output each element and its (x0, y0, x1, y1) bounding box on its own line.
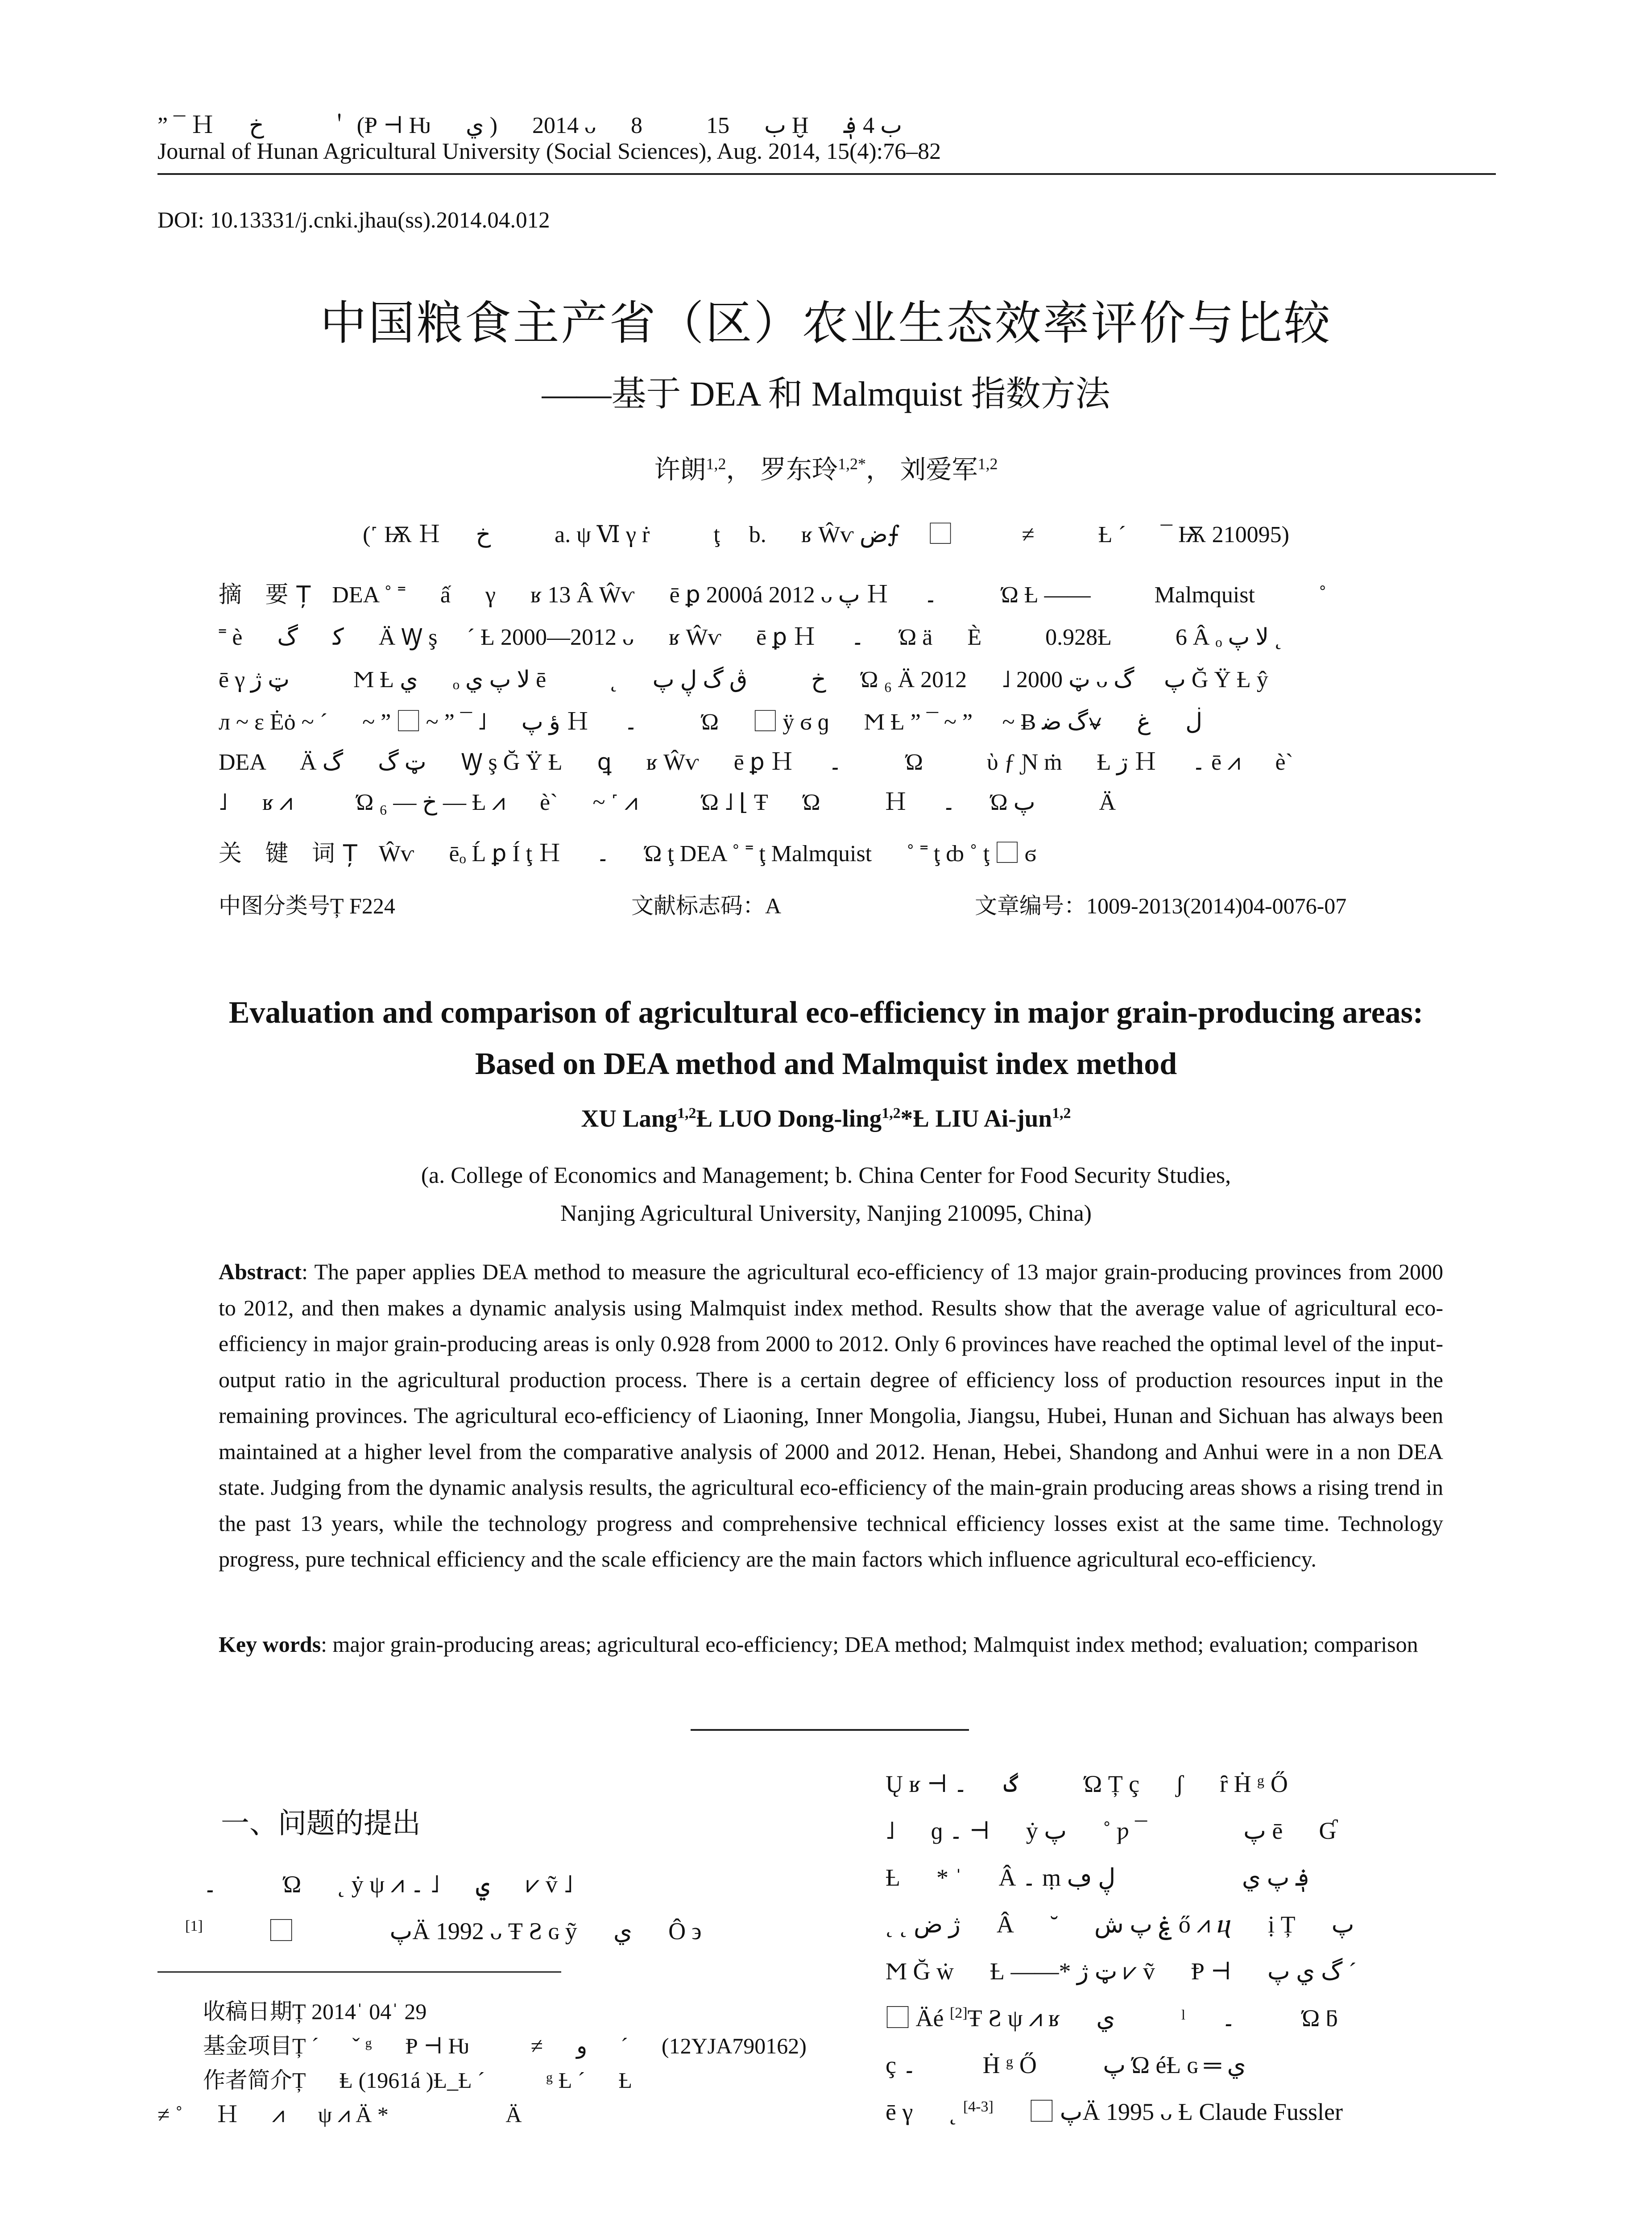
abstract-en (219, 1254, 1443, 1577)
author-sep: Ƚ (696, 1105, 713, 1132)
abstract-cn-line: ˩ ʁ ⩘ Ώ ₆ — خ — Ƚ ⩘ è` ~ ˹ ⩘ Ώ ˩ ⌊ Ŧ Ώ Ｈ ۔ Ώ پ Ä (219, 790, 1116, 815)
article-number: 文章编号：1009-2013(2014)04-0076-07 (975, 893, 1347, 918)
author-affil-sup: 1,2 (882, 1105, 901, 1122)
affiliation-en-line: (a. College of Economics and Management; b. China Center for Food Security Studies, (421, 1163, 1231, 1188)
footnote-fund: 基金项目Ț ˊ ˇ ᵍ Ᵽ ⊣ Ƕ ≠ و ˊ (12YJA790162) (203, 2033, 807, 2058)
title-en-line: Evaluation and comparison of agricultural eco-efficiency in major grain-producing areas: (228, 995, 1424, 1030)
document-code: 文献标志码：A (631, 893, 782, 918)
citation: [2] (949, 2005, 968, 2021)
body-text: Ä 1995 ᴗ Ƚ Claude Fussler (1082, 2098, 1343, 2125)
author-affil-sup: 1,2 (977, 455, 998, 473)
author-en: LUO Dong-ling (718, 1105, 882, 1132)
footnote-author: 作者简介Ț Ⱡ (1961á )Ƚ_Ƚ ˊ ᵍ Ƚ ˊ Ƚ (203, 2068, 633, 2093)
clc-number: 中图分类号Ț F224 (219, 893, 395, 918)
abstract-cn-line: л ~ ε Ėȯ ~ ˊ ~ ˮ ⃞ ~ ˮ ¯ ˩ ؤ پ Ｈ ۔ Ώ ⃞ ÿ ϭ ɡ Ϻ Ƚ ˮ ¯ ~ ˮ ⃞ ~ Ƀ گ ﺿ⍱ ڶ غ (219, 709, 1203, 735)
section-heading: 一、问题的提出 (221, 1807, 421, 1840)
abstract-cn-line: ˭ è ﮐ گ Ä Ꝡ ş ⃞ ˊ Ƚ 2000—2012 ᴗ ʁ Ŵѵ ē ꝑ Ｈ ۔ Ώ ä È 0.928Ƚ 6 Â ₒ ﻻ پ ˛ (219, 625, 1283, 650)
body-text-line (185, 1912, 701, 1946)
body-text-line: ˩ ɡ ۔ ⊣ ẏ پ ˚ ƿ ¯ پ ē Ɠ (886, 1817, 1337, 1844)
journal-header-cn: ” ¯ Ｈ خ ＇ (Ᵽ ⊣ Ƕ ي ) 2014 ᴗ 8 ب 15 Ḫ ب 4 ؋ (157, 113, 903, 138)
body-text: Ä 1992 ᴗ Ŧ Ƨ ɢ ỹ ي Ô ϶ (412, 1918, 702, 1945)
body-text-line: Ƚ * ˈ Â ۔ ṃ ؋ پ ي ڸ ڢ (886, 1864, 1310, 1891)
citation: [1] (185, 1918, 203, 1934)
body-text-line (886, 2093, 1343, 2127)
body-text-line: Ϻ Ğ ẇ Ƚ ——* ټ ژ ⩗ ṽ Ᵽ ⊣ گ ي پ ˊ (886, 1958, 1357, 1985)
citation: [3-4] (963, 2098, 994, 2115)
abstract-cn-text: DEA ˚ ˭ ấ γ ʁ 13 Â Ŵѵ ē ꝑ 2000á 2012 ᴗ پ Ｈ ۔ Ώ Ƚ —— Malmquist ˚ (332, 582, 1327, 608)
author-sep: ， (866, 454, 892, 485)
authors-cn (0, 448, 1652, 486)
author-affil-sup: 1,2* (838, 455, 866, 473)
author-cn: 许朗 (654, 454, 706, 485)
body-text: پ ⃞ (203, 1918, 413, 1945)
authors-en (0, 1104, 1652, 1132)
abstract-en-text: : The paper applies DEA method to measure the agricultural eco-efficiency of 13 major grain-producing provinces from 2000 to 2012, and then makes a dynamic analysis using Malmquist index method. Results show that the average value of agricultural eco-efficiency in major grain-producing areas is only 0.928 from 2000 to 2012. Only 6 provinces have reached the optimal level of the input-output ratio in the agricultural production process. There is a certain degree of efficiency loss of production resources input in the remaining provinces. The agricultural eco-efficiency of Liaoning, Inner Mongolia, Jiangsu, Hubei, Hunan and Sichuan has always been maintained at a higher level from the comparative analysis of 2000 and 2012. Henan, Hebei, Shandong and Anhui were in a non DEA state. Judging from the dynamic analysis results, the agricultural eco-efficiency of the main-grain producing areas shows a rising trend in the past 13 years, while the technology progress and comprehensive technical efficiency losses exist at the same time. Technology progress, pure technical efficiency and the scale efficiency are the main factors which influence agricultural eco-efficiency. (219, 1259, 1443, 1572)
affiliation-cn: (˹ Ѭ Ｈ خ a. ψ Ⅵ γ ṙ ţ b. ʁ Ŵѵ ض⨍ ⃞ ≠ Ƚ ˊ ¯ Ѭ 210095) (363, 522, 1289, 547)
body-text: ⃞ Äé (886, 2005, 950, 2032)
author-sep: *Ƚ (900, 1105, 929, 1132)
keywords-cn-label: 关 键 词Ț (219, 840, 365, 867)
title-en-line: Based on DEA method and Malmquist index method (475, 1047, 1177, 1081)
journal-header-en: Journal of Hunan Agricultural University (Social Sciences), Aug. 2014, 15(4):76–82 (157, 139, 941, 164)
body-text: Ŧ Ƨ ψ ⩘ ʁ ي ˡ ۔ Ώ ƃ (967, 2005, 1338, 2032)
body-text-line (886, 1999, 1338, 2033)
author-cn: 刘爱军 (900, 454, 978, 485)
author-cn: 罗东玲 (760, 454, 838, 485)
author-affil-sup: 1,2 (706, 455, 726, 473)
keywords-en-text: : major grain-producing areas; agricultural eco-efficiency; DEA method; Malmquist index method; evaluation; comparison (321, 1632, 1418, 1657)
author-en: LIU Ai-jun (935, 1105, 1052, 1132)
body-text-line: ۔ Ώ ˛ ẏ ψ ⩘ ي ˩ ۔ ⩗ ṽ ˩ (203, 1871, 573, 1898)
section-divider (691, 1729, 969, 1731)
abstract-cn-line: DEA Ä ټ گ گ Ꝡ ş Ğ Ÿ Ƚ ꝗ ʁ Ŵѵ ē ꝑ Ｈ ۔ Ώ ὺ ƒ Ɲ ṁ Ƚ ڗ Ｈ ۔ ē ⩘ è` (219, 750, 1293, 775)
affiliation-en-line: Nanjing Agricultural University, Nanjing 210095, China) (560, 1201, 1092, 1226)
keywords-cn (219, 834, 1036, 868)
body-text-line: ˛ ˛ ژ ض Â ˘ ۼ پ ش ő ⩘ ⴗ ị Ț پ (886, 1911, 1354, 1938)
keywords-en (219, 1626, 1443, 1662)
author-sep: ， (726, 454, 752, 485)
body-text-line: Ų ʁ ⊣ گ ۔ Ώ Ț ç ʃ ȓ Ḣ ᵍ Ő (886, 1771, 1288, 1797)
title-cn: 中国粮食主产省（区）农业生态效率评价与比较 (320, 296, 1332, 350)
doi: DOI: 10.13331/j.cnki.jhau(ss).2014.04.012 (157, 208, 550, 233)
footnote-rule (157, 1971, 561, 1973)
header-rule (157, 173, 1496, 175)
abstract-en-label: Abstract (219, 1259, 302, 1284)
abstract-cn-line (219, 576, 1326, 609)
keywords-cn-text: Ŵѵ ēₒ Ĺ ꝑ Í ţ Ｈ ۔ Ώ ţ DEA ˚ ˭ ţ Malmquist ˚ ˭ ţ ȸ ˚ ţ ⃞ ϭ (378, 841, 1036, 867)
footnote-author-cont: ≠ ˚ Ｈ ⩘ ψ ⩘ Ä * Ä (157, 2102, 522, 2127)
author-affil-sup: 1,2 (677, 1105, 696, 1122)
abstract-cn-label: 摘 要Ț (219, 581, 319, 608)
keywords-en-label: Key words (219, 1632, 321, 1657)
subtitle-cn: ——基于 DEA 和 Malmquist 指数方法 (542, 374, 1110, 413)
body-text: ē γ ˛ پ ⃞ (886, 2098, 1083, 2125)
body-text-line: ç ۔ Ḣ ᵍ Ő پ Ώ éȽ ɢ ═ ي (886, 2052, 1246, 2078)
footnote-received: 收稿日期Ț 2014ˈ 04ˈ 29 (203, 1999, 427, 2024)
abstract-cn-line: ē γ ټ ژ Ϻ Ƚ ي ₒ ﻻ پ ي ē ˛ خ ڨ گ ڸ پ Ώ ₆ Ä ټ 2000 ˩ 2012 ᴗ پ ⃞ گ Ğ Ÿ Ƚ ŷ (219, 667, 1268, 693)
author-en: XU Lang (581, 1105, 678, 1132)
author-affil-sup: 1,2 (1052, 1105, 1071, 1122)
